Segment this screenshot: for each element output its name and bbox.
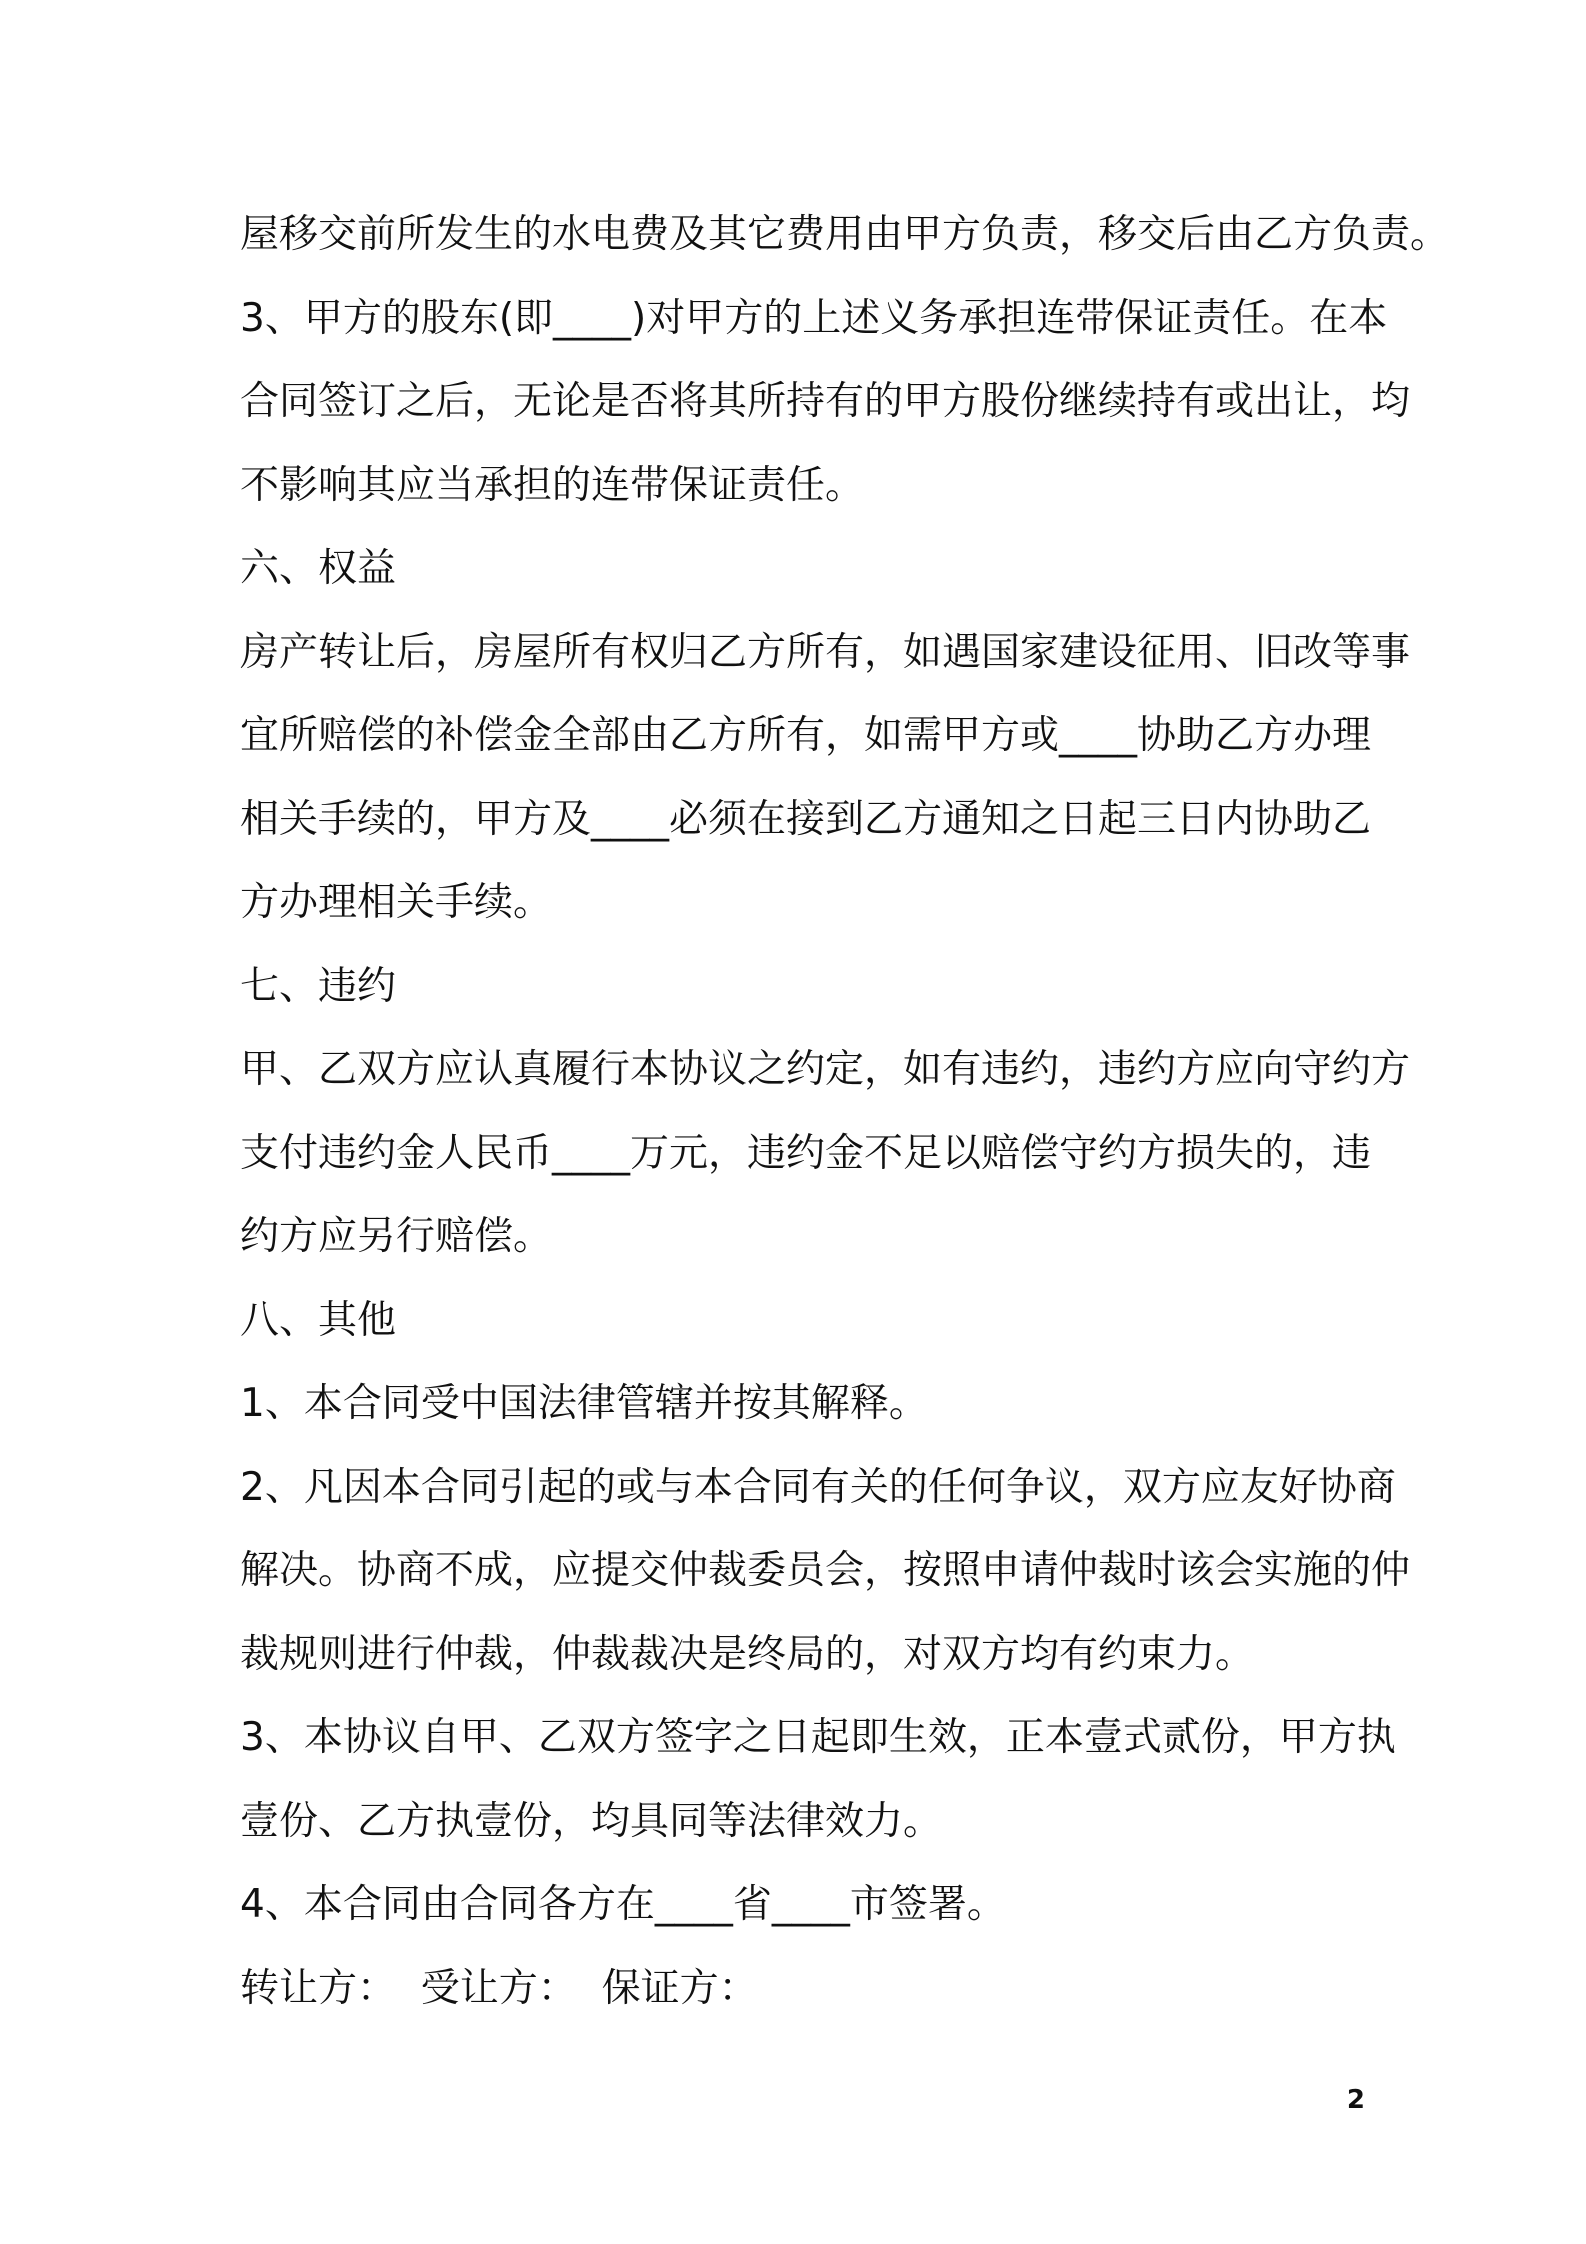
text-line: 约方应另行赔偿。 <box>240 1214 553 1259</box>
section-heading-breach: 七、违约 <box>240 963 397 1009</box>
text-line: 相关手续的，甲方及____必须在接到乙方通知之日起三日内协助乙 <box>240 796 1372 842</box>
section-heading-other: 八、其他 <box>240 1297 397 1343</box>
text-line: 合同签订之后，无论是否将其所持有的甲方股份继续持有或出让，均 <box>240 379 1411 424</box>
text-line: 屋移交前所发生的水电费及其它费用由甲方负责，移交后由乙方负责。 <box>240 212 1450 257</box>
text-line: 房产转让后，房屋所有权归乙方所有，如遇国家建设征用、旧改等事 <box>240 629 1411 675</box>
signature-line: 转让方： 受让方： 保证方： <box>240 1965 758 2011</box>
text-line: 不影响其应当承担的连带保证责任。 <box>240 462 865 508</box>
text-line: 方办理相关手续。 <box>240 880 553 925</box>
text-line: 壹份、乙方执壹份，均具同等法律效力。 <box>240 1798 943 1844</box>
text-line: 3、本协议自甲、乙双方签字之日起即生效，正本壹式贰份，甲方执 <box>240 1715 1396 1760</box>
page-number: 2 <box>1346 2085 1365 2115</box>
text-line: 1、本合同受中国法律管辖并按其解释。 <box>240 1381 928 1426</box>
document-body <box>240 193 1450 2030</box>
section-heading-rights: 六、权益 <box>240 546 397 591</box>
text-line: 解决。协商不成，应提交仲裁委员会，按照申请仲裁时该会实施的仲 <box>240 1548 1411 1593</box>
text-line: 裁规则进行仲裁，仲裁裁决是终局的，对双方均有约束力。 <box>240 1631 1255 1677</box>
text-line: 宜所赔偿的补偿金全部由乙方所有，如需甲方或____协助乙方办理 <box>240 713 1372 758</box>
text-line: 4、本合同由合同各方在____省____市签署。 <box>240 1882 1006 1927</box>
text-line: 甲、乙双方应认真履行本协议之约定，如有违约，违约方应向守约方 <box>240 1047 1411 1092</box>
text-line: 支付违约金人民币____万元，违约金不足以赔偿守约方损失的，违 <box>240 1130 1372 1176</box>
text-line: 2、凡因本合同引起的或与本合同有关的任何争议，双方应友好协商 <box>240 1464 1396 1510</box>
text-line: 3、甲方的股东(即____)对甲方的上述义务承担连带保证责任。在本 <box>240 295 1388 341</box>
